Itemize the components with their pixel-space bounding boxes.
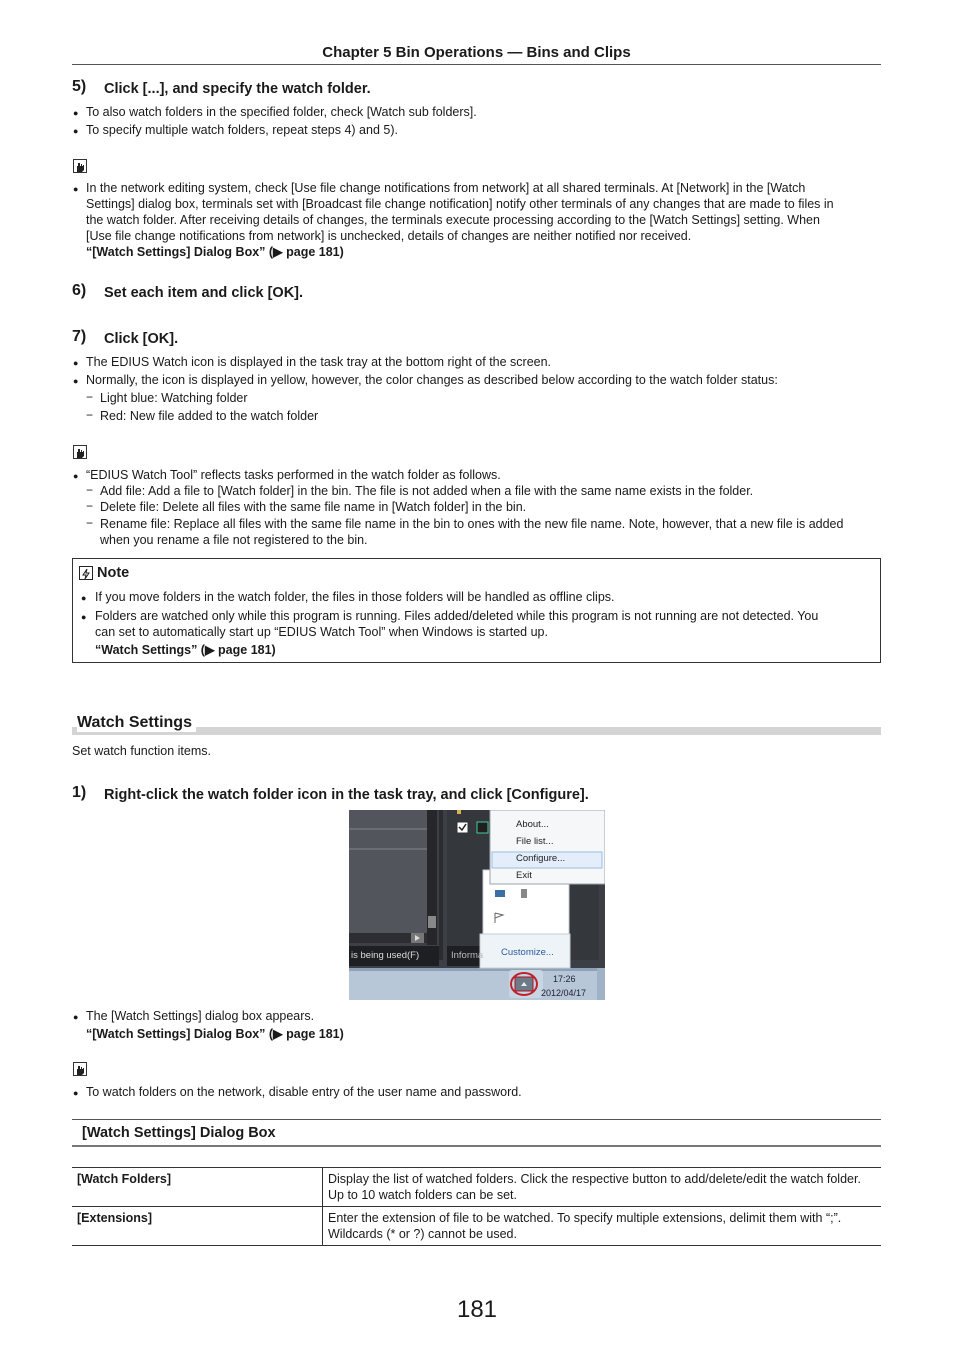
bullet-icon: ● xyxy=(73,358,79,368)
dash-marker: − xyxy=(86,516,94,530)
setting-description: Enter the extension of file to be watched. To specify multiple extensions, delimit them with “;”. Wildcards (* or ?) cannot be used. xyxy=(323,1207,882,1246)
bullet-icon: ● xyxy=(73,376,79,386)
bullet-icon: ● xyxy=(81,612,87,622)
cross-reference-link[interactable]: “Watch Settings” (▶ page 181) xyxy=(95,643,276,657)
step-1-number: 1) xyxy=(72,784,87,801)
menu-item-exit[interactable]: Exit xyxy=(516,870,532,881)
note-title: Note xyxy=(97,565,130,581)
tip-line: Settings] dialog box, terminals set with [Broadcast file change notification] notify other terminals of any changes that are made to files in xyxy=(86,197,834,211)
note-bullet: can set to automatically start up “EDIUS Watch Tool” when Windows is started up. xyxy=(95,625,548,639)
dash-marker: − xyxy=(86,483,94,497)
bullet-icon: ● xyxy=(73,1012,79,1022)
tip-sub-item: Delete file: Delete all files with the same file name in [Watch folder] in the bin. xyxy=(100,500,527,514)
step-6-title: Set each item and click [OK]. xyxy=(104,285,304,301)
info-panel-label: Informa xyxy=(451,950,484,961)
bullet-icon: ● xyxy=(73,1088,79,1098)
step-5-title: Click [...], and specify the watch folder. xyxy=(104,81,371,97)
setting-description: Display the list of watched folders. Click the respective button to add/delete/edit the watch folder. Up to 10 watch folders can be set. xyxy=(323,1168,882,1207)
step-5-number: 5) xyxy=(72,78,87,95)
step-5-bullet: To specify multiple watch folders, repeat steps 4) and 5). xyxy=(86,123,398,137)
step-5-bullet: To also watch folders in the specified folder, check [Watch sub folders]. xyxy=(86,105,477,119)
bullet-icon: ● xyxy=(73,108,79,118)
tip-line: In the network editing system, check [Use file change notifications from network] at all shared terminals. At [Network] in the [Watch xyxy=(86,181,806,195)
setting-name: [Watch Folders] xyxy=(72,1168,323,1207)
tip-icon xyxy=(73,159,87,173)
tip-sub-item: when you rename a file not registered to the bin. xyxy=(100,533,368,547)
bullet-icon: ● xyxy=(73,126,79,136)
dash-marker: − xyxy=(86,390,94,404)
setting-name: [Extensions] xyxy=(72,1207,323,1246)
step-7-bullet: The EDIUS Watch icon is displayed in the task tray at the bottom right of the screen. xyxy=(86,355,552,369)
table-row xyxy=(72,1168,881,1207)
note-bullet: If you move folders in the watch folder, the files in those folders will be handled as offline clips. xyxy=(95,590,615,604)
bullet-icon: ● xyxy=(81,593,87,603)
task-tray-screenshot xyxy=(349,810,605,1000)
step-1-title: Right-click the watch folder icon in the task tray, and click [Configure]. xyxy=(104,787,589,803)
status-text: is being used(F) xyxy=(351,950,420,961)
cross-reference-link[interactable]: “[Watch Settings] Dialog Box” (▶ page 181) xyxy=(86,1027,344,1041)
tray-clock-time: 17:26 xyxy=(553,974,576,984)
bullet-icon: ● xyxy=(73,471,79,481)
tip-icon xyxy=(73,1062,87,1076)
bullet-icon: ● xyxy=(73,184,79,194)
note-icon xyxy=(79,566,93,580)
step-6-number: 6) xyxy=(72,282,87,299)
menu-item-about[interactable]: About... xyxy=(516,819,549,830)
customize-link[interactable]: Customize... xyxy=(501,947,554,958)
step-7-number: 7) xyxy=(72,328,87,345)
tip-bullet: “EDIUS Watch Tool” reflects tasks performed in the watch folder as follows. xyxy=(86,468,501,482)
tip-line: [Use file change notifications from network] is unchecked, details of changes are neither notified nor received. xyxy=(86,229,692,243)
chapter-header: Chapter 5 Bin Operations — Bins and Clips xyxy=(72,44,881,65)
status-item: Red: New file added to the watch folder xyxy=(100,409,319,423)
menu-item-configure[interactable]: Configure... xyxy=(516,853,566,864)
tip-sub-item: Add file: Add a file to [Watch folder] in the bin. The file is not added when a file with the same name exists in the folder. xyxy=(100,484,754,498)
step-7-title: Click [OK]. xyxy=(104,331,179,347)
step-7-bullet: Normally, the icon is displayed in yellow, however, the color changes as described below according to the watch folder status: xyxy=(86,373,778,387)
dash-marker: − xyxy=(86,408,94,422)
page-number: 181 xyxy=(456,1296,498,1323)
menu-item-file-list[interactable]: File list... xyxy=(516,836,554,847)
note-bullet: Folders are watched only while this program is running. Files added/deleted while this program is not running are not detected. You xyxy=(95,609,819,623)
section-description: Set watch function items. xyxy=(72,744,211,758)
tip-sub-item: Rename file: Replace all files with the same file name in the bin to ones with the new file name. Note, however, that a new file is added xyxy=(100,517,844,531)
tip-bullet: To watch folders on the network, disable entry of the user name and password. xyxy=(86,1085,522,1099)
tray-clock-date: 2012/04/17 xyxy=(541,988,587,998)
tip-icon xyxy=(73,445,87,459)
tip-line: the watch folder. After receiving details of changes, the terminals execute processing according to the [Watch Settings] setting. When xyxy=(86,213,820,227)
step-1-bullet: The [Watch Settings] dialog box appears. xyxy=(86,1009,315,1023)
status-item: Light blue: Watching folder xyxy=(100,391,248,405)
dash-marker: − xyxy=(86,499,94,513)
table-row xyxy=(72,1207,881,1246)
dialog-heading: [Watch Settings] Dialog Box xyxy=(82,1125,276,1141)
cross-reference-link[interactable]: “[Watch Settings] Dialog Box” (▶ page 181) xyxy=(86,245,344,259)
section-title: Watch Settings xyxy=(77,714,196,732)
settings-table xyxy=(72,1167,881,1246)
